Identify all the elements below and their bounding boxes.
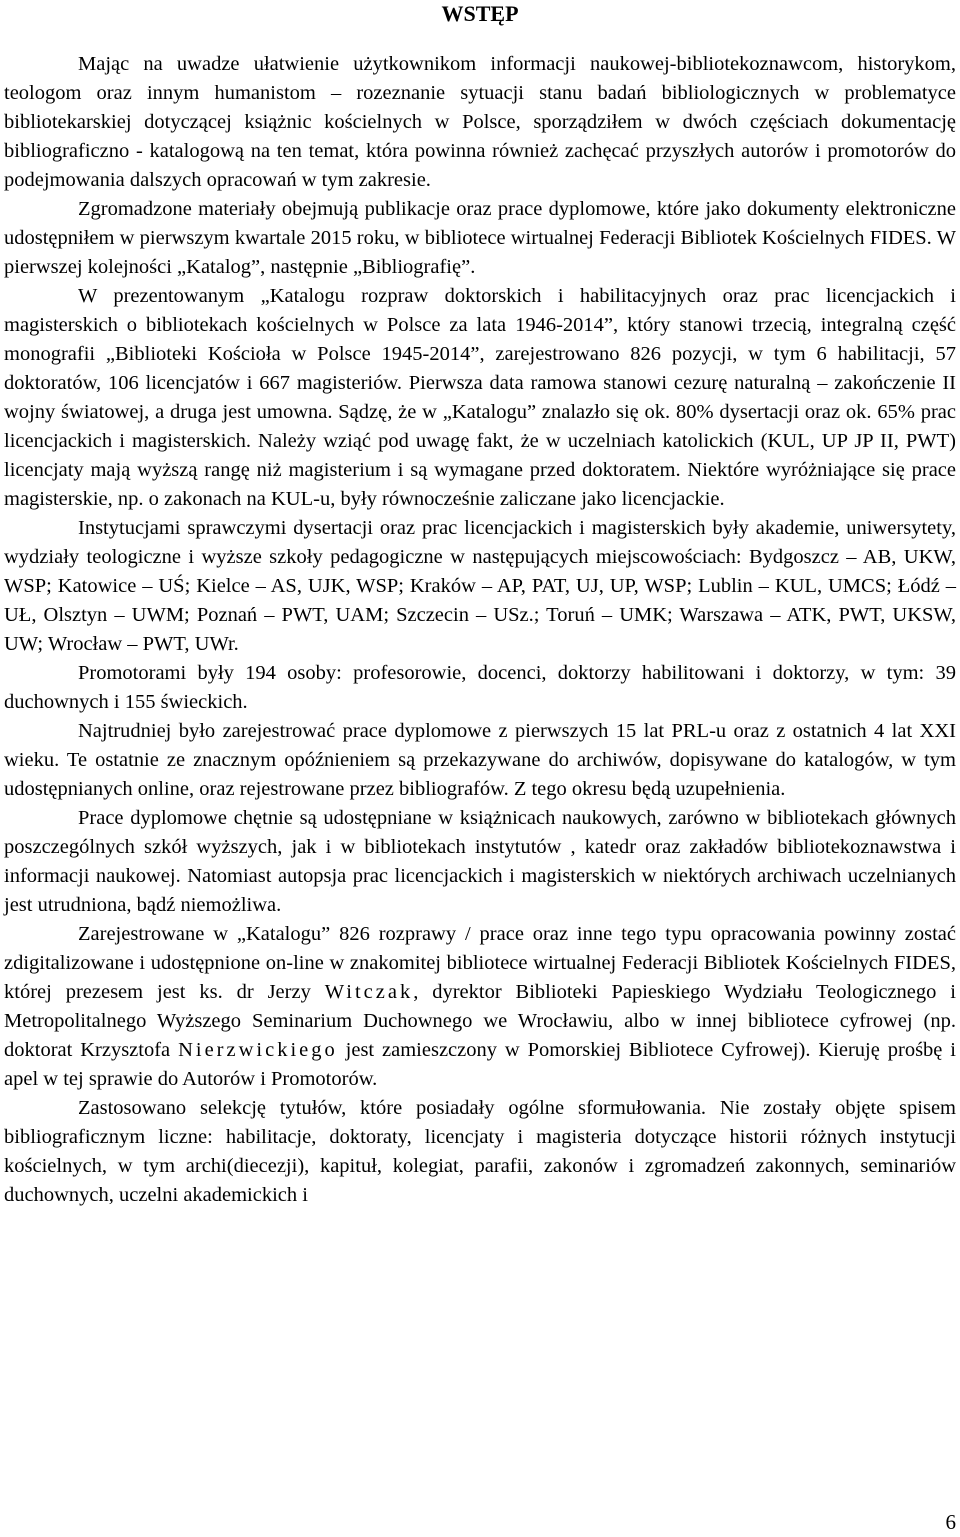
- paragraph-digitization: [4, 920, 956, 1094]
- document-page: [4, 0, 956, 1210]
- paragraph-selection: Zastosowano selekcję tytułów, które posiadały ogólne sformułowania. Nie zostały objęte spisem bibliograficznym liczne: habilitacje, doktoraty, licencjaty i magisteria dotyczące historii różnych instytucji kościelnych, w tym archi(diecezji), kapituł, kolegiat, parafii, zakonów i zgromadzeń zakonnych, seminariów duchownych, uczelni akademickich i: [4, 1097, 956, 1206]
- paragraph-institutions: Instytucjami sprawczymi dysertacji oraz prac licencjackich i magisterskich były akademie, uniwersytety, wydziały teologiczne i wyższe szkoły pedagogiczne w następujących miejscowościach: Bydgoszcz – AB, UKW, WSP; Katowice – UŚ; Kielce – AS, UJK, WSP; Kraków – AP, PAT, UJ, UP, WSP; Lublin – KUL, UMCS; Łódź – UŁ, Olsztyn – UWM; Poznań – PWT, UAM; Szczecin – USz.; Toruń – UMK; Warszawa – ATK, PWT, UKSW, UW; Wrocław – PWT, UWr.: [4, 517, 956, 655]
- paragraph-catalog: W prezentowanym „Katalogu rozpraw doktorskich i habilitacyjnych oraz prac licencjackich i magisterskich o bibliotekach kościelnych w Polsce za lata 1946-2014”, który stanowi trzecią, integralną część monografii „Biblioteki Kościoła w Polsce 1945-2014”, zarejestrowano 826 pozycji, w tym 6 habilitacji, 57 doktoratów, 106 licencjatów i 667 magisteriów. Pierwsza data ramowa stanowi cezurę naturalną – zakończenie II wojny światowej, a druga jest umowna. Sądzę, że w „Katalogu” znalazło się ok. 80% dysertacji oraz ok. 65% prac licencjackich i magisterskich. Należy wziąć pod uwagę fakt, że w uczelniach katolickich (KUL, UP JP II, PWT) licencjaty mają wyższą rangę niż magisterium i są wymagane przed doktoratem. Niektóre wyróżniające się prace magisterskie, np. o zakonach na KUL-u, były równocześnie zaliczane jako licencjackie.: [4, 285, 956, 510]
- paragraph-availability: Prace dyplomowe chętnie są udostępniane w książnicach naukowych, zarówno w bibliotekach głównych poszczególnych szkół wyższych, jak i w bibliotekach instytutów , katedr oraz zakładów bibliotekoznawstwa i informacji naukowej. Natomiast autopsja prac licencjackich i magisterskich w niektórych archiwach uczelnianych jest utrudniona, bądź niemożliwa.: [4, 807, 956, 916]
- paragraph-promoters: Promotorami były 194 osoby: profesorowie, docenci, doktorzy habilitowani i doktorzy, w tym: 39 duchownych i 155 świeckich.: [4, 662, 956, 713]
- spaced-surname-witczak: Witczak: [324, 981, 414, 1003]
- paragraph-digitization-part3: jest zamieszczony w Pomorskiej Bibliotece Cyfrowej). Kieruję prośbę i apel w tej sprawie do Autorów i Promotorów.: [4, 1039, 957, 1090]
- spaced-surname-nierzwicki: Nierzwickiego: [178, 1039, 338, 1061]
- paragraph-difficulties: Najtrudniej było zarejestrować prace dyplomowe z pierwszych 15 lat PRL-u oraz z ostatnich 4 lat XXI wieku. Te ostatnie ze znacznym opóźnieniem są przekazywane do archiwów, dopisywane do katalogów, w tym udostępnianych online, oraz rejestrowane przez bibliografów. Z tego okresu będą uzupełnienia.: [4, 720, 956, 800]
- paragraph-intro: Mając na uwadze ułatwienie użytkownikom informacji naukowej-bibliotekoznawcom, historykom, teologom oraz innym humanistom – rozeznanie sytuacji stanu badań bibliologicznych w problematyce bibliotekarskiej dotyczącej książnic kościelnych w Polsce, sporządziłem w dwóch częściach dokumentację bibliograficzno - katalogową na ten temat, która powinna również zachęcać przyszłych autorów i promotorów do podejmowania dalszych opracowań w tym zakresie.: [4, 53, 956, 191]
- paragraph-digitization-part1: Zarejestrowane w „Katalogu” 826 rozprawy / prace oraz inne tego typu opracowania powinny zostać zdigitalizowane i udostępnione on-line w znakomitej bibliotece wirtualnej Federacji Bibliotek Kościelnych FIDES, której prezesem jest ks. dr Jerzy: [4, 923, 956, 1003]
- page-number: 6: [945, 1510, 956, 1534]
- paragraph-digitization-part2: , dyrektor Biblioteki Papieskiego Wydziału Teologicznego i Metropolitalnego Wyższego Seminarium Duchownego we Wrocławiu, albo w innej bibliotece cyfrowej (np. doktorat Krzysztofa: [4, 981, 956, 1061]
- section-title: WSTĘP: [441, 1, 519, 26]
- paragraph-materials: Zgromadzone materiały obejmują publikacje oraz prace dyplomowe, które jako dokumenty elektroniczne udostępniłem w pierwszym kwartale 2015 roku, w bibliotece wirtualnej Federacji Bibliotek Kościelnych FIDES. W pierwszej kolejności „Katalog”, następnie „Bibliografię”.: [4, 198, 956, 278]
